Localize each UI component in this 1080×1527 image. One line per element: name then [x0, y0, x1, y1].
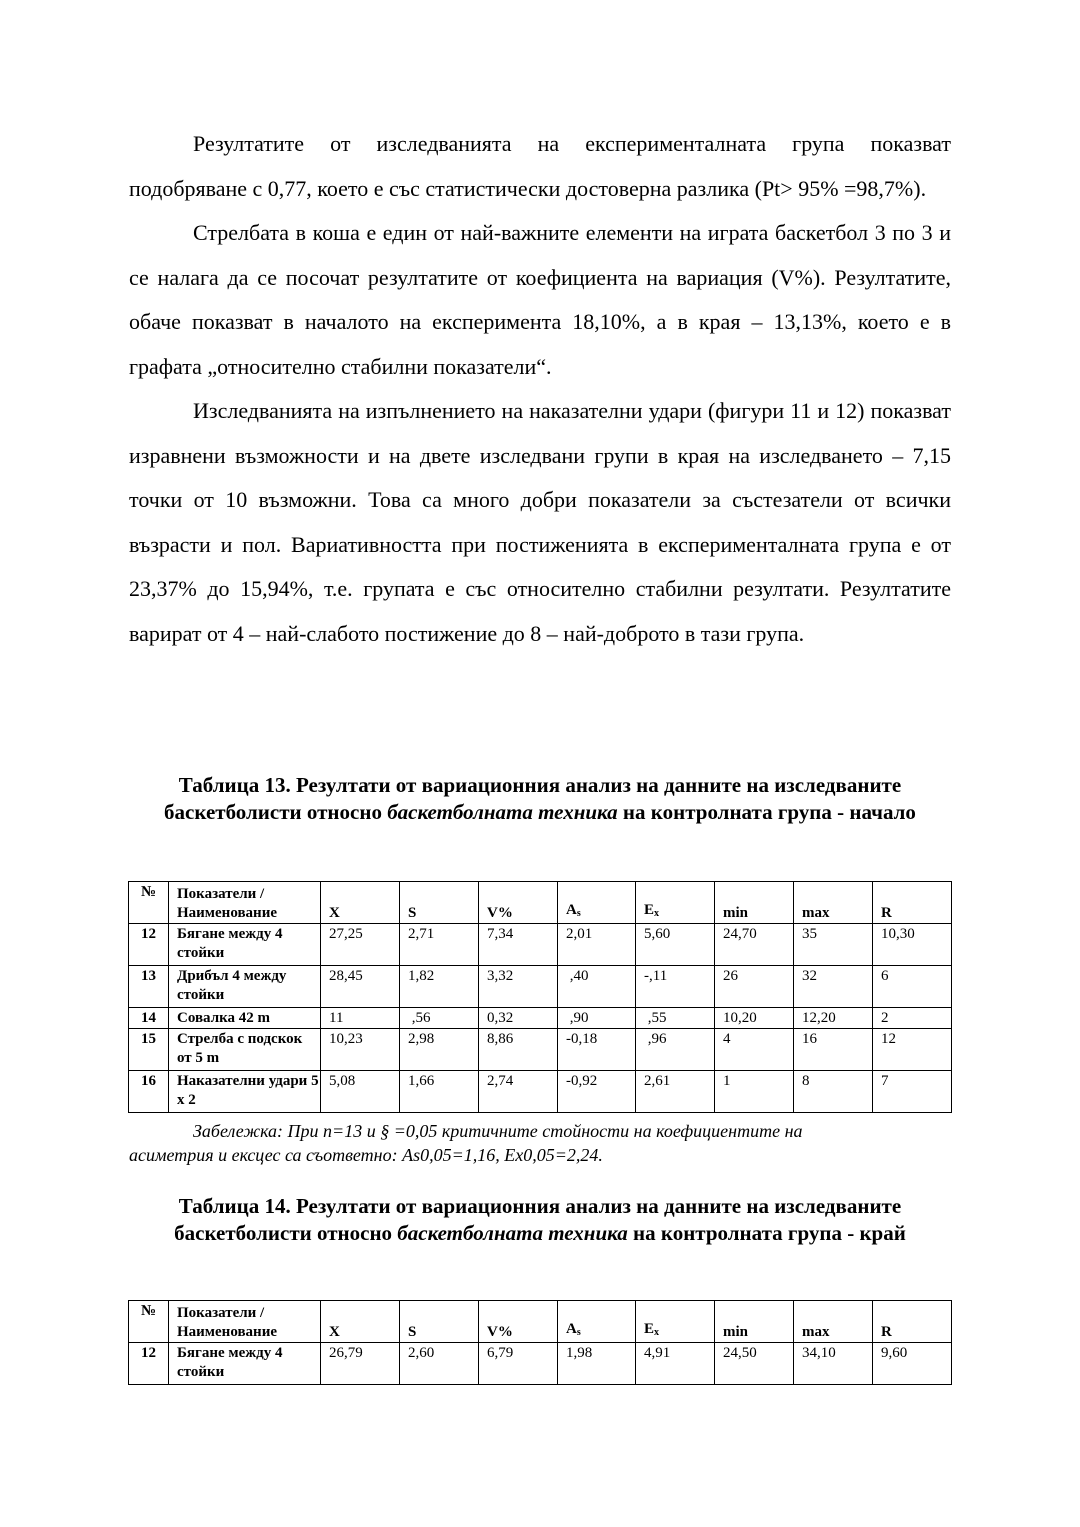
- header-max: max: [794, 1301, 873, 1343]
- header-no: №: [129, 1301, 169, 1343]
- cell-r: 7: [873, 1071, 952, 1113]
- cell-max: 12,20: [794, 1008, 873, 1029]
- cell-s: 2,98: [400, 1029, 479, 1071]
- cell-name: Дрибъл 4 между стойки: [169, 966, 321, 1008]
- table-13-note: Забележка: При n=13 и § =0,05 критичните стойности на коефициентите на асиметрия и ексцес са съответно: As0,05=1,16, Ex0,05=2,24.: [129, 1121, 803, 1165]
- cell-s: 1,82: [400, 966, 479, 1008]
- cell-as: ,40: [558, 966, 636, 1008]
- table-row: [129, 966, 952, 1008]
- cell-ex: 2,61: [636, 1071, 715, 1113]
- cell-r: 10,30: [873, 924, 952, 966]
- cell-name: Бягане между 4 стойки: [169, 1343, 321, 1385]
- cell-ex: ,96: [636, 1029, 715, 1071]
- cell-ex: -,11: [636, 966, 715, 1008]
- paragraph-2: Стрелбата в коша е един от най-важните елементи на играта баскетбол 3 по 3 и се налага да се посочат резултатите от коефициента на вариация (V%). Резултатите, обаче показват в началото на експеримента 18,10%, а в края – 13,13%, което е в графата „относително стабилни показатели“.: [129, 220, 951, 379]
- cell-max: 35: [794, 924, 873, 966]
- cell-no: 12: [129, 1343, 169, 1385]
- cell-x: 28,45: [321, 966, 400, 1008]
- cell-ex: 4,91: [636, 1343, 715, 1385]
- table-14: [128, 1300, 952, 1385]
- table-row: [129, 1071, 952, 1113]
- cell-s: 2,60: [400, 1343, 479, 1385]
- header-ex: $E_x$: [636, 882, 715, 924]
- cell-ex: 5,60: [636, 924, 715, 966]
- header-r: R: [873, 882, 952, 924]
- header-ex: $E_x$: [636, 1301, 715, 1343]
- header-r: R: [873, 1301, 952, 1343]
- cell-v: 0,32: [479, 1008, 558, 1029]
- cell-s: 1,66: [400, 1071, 479, 1113]
- cell-min: 4: [715, 1029, 794, 1071]
- cell-r: 12: [873, 1029, 952, 1071]
- cell-no: 15: [129, 1029, 169, 1071]
- cell-name: Наказателни удари 5 x 2: [169, 1071, 321, 1113]
- cell-max: 32: [794, 966, 873, 1008]
- header-x: X: [321, 1301, 400, 1343]
- cell-max: 16: [794, 1029, 873, 1071]
- cell-name: Совалка 42 m: [169, 1008, 321, 1029]
- cell-v: 2,74: [479, 1071, 558, 1113]
- cell-max: 34,10: [794, 1343, 873, 1385]
- body-text: [129, 122, 951, 656]
- cell-name: Стрелба с подскок от 5 m: [169, 1029, 321, 1071]
- cell-as: ,90: [558, 1008, 636, 1029]
- header-v: V%: [479, 1301, 558, 1343]
- header-as: $A_s$: [558, 1301, 636, 1343]
- cell-min: 10,20: [715, 1008, 794, 1029]
- cell-as: 1,98: [558, 1343, 636, 1385]
- paragraph-1: Резултатите от изследванията на експерименталната група показват подобряване с 0,77, което е със статистически достоверна разлика (Pt> 95% =98,7%).: [129, 131, 951, 201]
- cell-no: 12: [129, 924, 169, 966]
- table-row: [129, 1008, 952, 1029]
- cell-min: 24,70: [715, 924, 794, 966]
- cell-x: 27,25: [321, 924, 400, 966]
- header-no: №: [129, 882, 169, 924]
- cell-min: 24,50: [715, 1343, 794, 1385]
- table-header-row: [129, 1301, 952, 1343]
- header-min: min: [715, 882, 794, 924]
- cell-s: ,56: [400, 1008, 479, 1029]
- header-x: X: [321, 882, 400, 924]
- header-max: max: [794, 882, 873, 924]
- cell-x: 26,79: [321, 1343, 400, 1385]
- cell-as: -0,92: [558, 1071, 636, 1113]
- cell-v: 7,34: [479, 924, 558, 966]
- cell-min: 1: [715, 1071, 794, 1113]
- cell-no: 16: [129, 1071, 169, 1113]
- cell-s: 2,71: [400, 924, 479, 966]
- cell-r: 6: [873, 966, 952, 1008]
- header-name: Показатели / Наименование: [169, 1301, 321, 1343]
- cell-max: 8: [794, 1071, 873, 1113]
- table-row: [129, 1029, 952, 1071]
- header-min: min: [715, 1301, 794, 1343]
- cell-r: 2: [873, 1008, 952, 1029]
- table-header-row: [129, 882, 952, 924]
- table-14-title: Таблица 14. Резултати от вариационния анализ на данните на изследваните баскетболисти относно баскетболната техника на контролната група - край: [174, 1194, 906, 1245]
- table-13: [128, 881, 952, 1113]
- table-row: [129, 1343, 952, 1385]
- header-v: V%: [479, 882, 558, 924]
- table-13-title: Таблица 13. Резултати от вариационния анализ на данните на изследваните баскетболисти относно баскетболната техника на контролната група - начало: [164, 773, 916, 824]
- cell-x: 5,08: [321, 1071, 400, 1113]
- cell-v: 8,86: [479, 1029, 558, 1071]
- header-name: Показатели / Наименование: [169, 882, 321, 924]
- cell-no: 13: [129, 966, 169, 1008]
- cell-x: 10,23: [321, 1029, 400, 1071]
- cell-min: 26: [715, 966, 794, 1008]
- cell-as: 2,01: [558, 924, 636, 966]
- cell-as: -0,18: [558, 1029, 636, 1071]
- table-row: [129, 924, 952, 966]
- header-s: S: [400, 1301, 479, 1343]
- cell-x: 11: [321, 1008, 400, 1029]
- cell-ex: ,55: [636, 1008, 715, 1029]
- cell-v: 3,32: [479, 966, 558, 1008]
- header-as: $A_s$: [558, 882, 636, 924]
- header-s: S: [400, 882, 479, 924]
- cell-name: Бягане между 4 стойки: [169, 924, 321, 966]
- cell-no: 14: [129, 1008, 169, 1029]
- paragraph-3: Изследванията на изпълнението на наказателни удари (фигури 11 и 12) показват изравнени възможности и на двете изследвани групи в края на изследването – 7,15 точки от 10 възможни. Това са много добри показатели за състезатели от всички възрасти и пол. Вариативността при постиженията в експерименталната група е от 23,37% до 15,94%, т.е. групата е със относително стабилни резултати. Резултатите варират от 4 – най-слабото постижение до 8 – най-доброто в тази група.: [129, 398, 951, 646]
- cell-r: 9,60: [873, 1343, 952, 1385]
- cell-v: 6,79: [479, 1343, 558, 1385]
